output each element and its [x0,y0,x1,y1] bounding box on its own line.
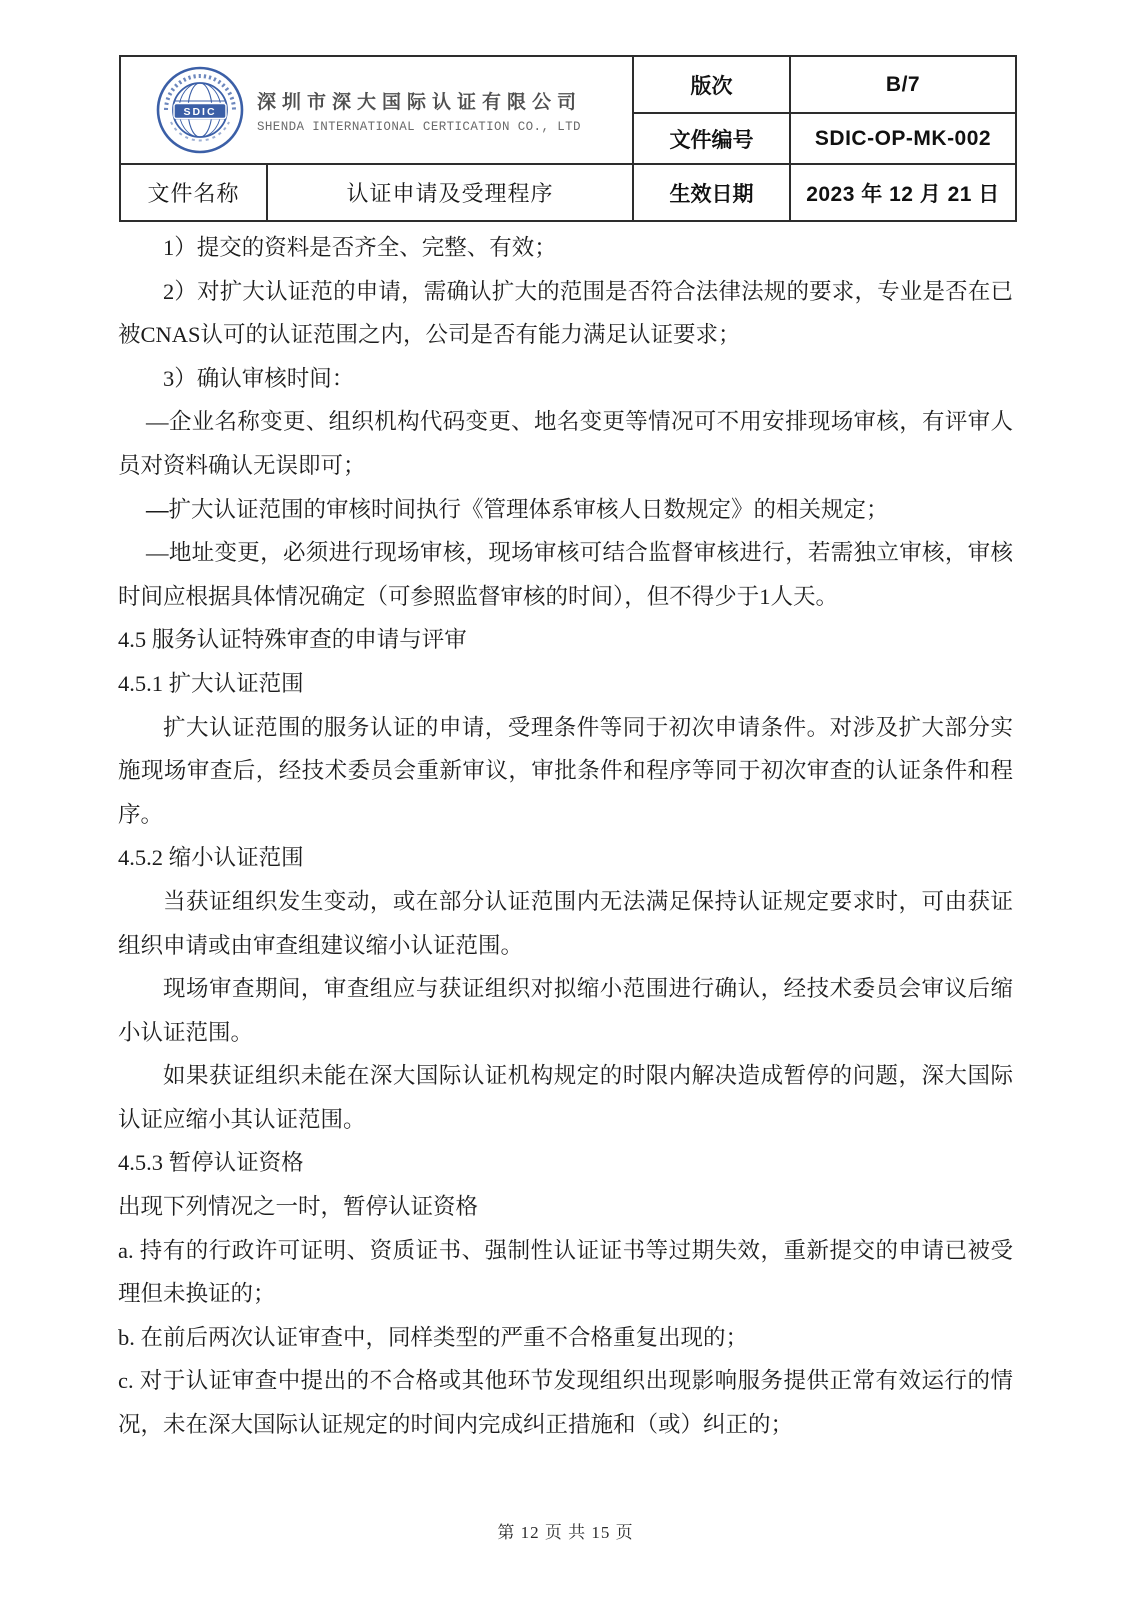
paragraph-dash-prefix: — [146,496,169,522]
paragraph: 现场审查期间，审查组应与获证组织对拟缩小范围进行确认，经技术委员会审议后缩小认证范围。 [118,976,1013,1045]
paragraph: —扩大认证范围的审核时间执行《管理体系审核人日数规定》的相关规定； [146,496,889,522]
page-number: 第 12 页 共 15 页 [497,1523,634,1542]
paragraph: 出现下列情况之一时，暂停认证资格 [118,1194,479,1220]
document-body [118,226,1013,1447]
doc-number-label: 文件编号 [633,113,790,164]
paragraph: 3）确认审核时间： [163,365,355,391]
paragraph: 4.5.3 暂停认证资格 [118,1150,304,1176]
version-value: B/7 [790,56,1016,113]
paragraph: —企业名称变更、组织机构代码变更、地名变更等情况可不用安排现场审核，有评审人员对资料确认无误即可； [118,409,1013,478]
paragraph: 4.5.2 缩小认证范围 [118,845,304,871]
paragraph: 扩大认证范围的服务认证的申请，受理条件等同于初次申请条件。对涉及扩大部分实施现场审查后，经技术委员会重新审议，审批条件和程序等同于初次审查的认证条件和程序。 [118,714,1013,827]
paragraph: 4.5.1 扩大认证范围 [118,670,304,696]
effective-date-value: 2023 年 12 月 21 日 [790,164,1016,221]
paragraph: a. 持有的行政许可证明、资质证书、强制性认证证书等过期失效，重新提交的申请已被受理但未换证的； [118,1237,1013,1307]
paragraph: 2）对扩大认证范的申请，需确认扩大的范围是否符合法律法规的要求，专业是否在已被CNAS认可的认证范围之内，公司是否有能力满足认证要求； [118,278,1013,348]
paragraph: 4.5 服务认证特殊审查的申请与评审 [118,627,467,653]
doc-number-value: SDIC-OP-MK-002 [790,113,1016,164]
paragraph: c. 对于认证审查中提出的不合格或其他环节发现组织出现影响服务提供正常有效运行的情况，未在深大国际认证规定的时间内完成纠正措施和（或）纠正的； [118,1368,1013,1438]
company-name-cn: 深圳市深大国际认证有限公司 [257,91,583,113]
paragraph: b. 在前后两次认证审查中，同样类型的严重不合格重复出现的； [118,1324,749,1350]
effective-date-label: 生效日期 [633,164,790,221]
doc-name-label: 文件名称 [120,164,267,221]
doc-name-value: 认证申请及受理程序 [267,164,633,221]
logo-text: SDIC [183,106,217,118]
company-name-en: SHENDA INTERNATIONAL CERTICATION CO., LTD [257,119,581,134]
paragraph: 如果获证组织未能在深大国际认证机构规定的时限内解决造成暂停的问题，深大国际认证应缩小其认证范围。 [118,1063,1013,1132]
version-label: 版次 [633,56,790,113]
company-logo-icon [155,64,245,156]
document-header-table [119,55,1017,222]
paragraph: —地址变更，必须进行现场审核，现场审核可结合监督审核进行，若需独立审核，审核时间应根据具体情况确定（可参照监督审核的时间），但不得少于1人天。 [118,540,1013,609]
paragraph: 当获证组织发生变动，或在部分认证范围内无法满足保持认证规定要求时，可由获证组织申请或由审查组建议缩小认证范围。 [118,888,1013,958]
paragraph: 1）提交的资料是否齐全、完整、有效； [163,235,557,260]
company-identity-cell [120,56,633,164]
